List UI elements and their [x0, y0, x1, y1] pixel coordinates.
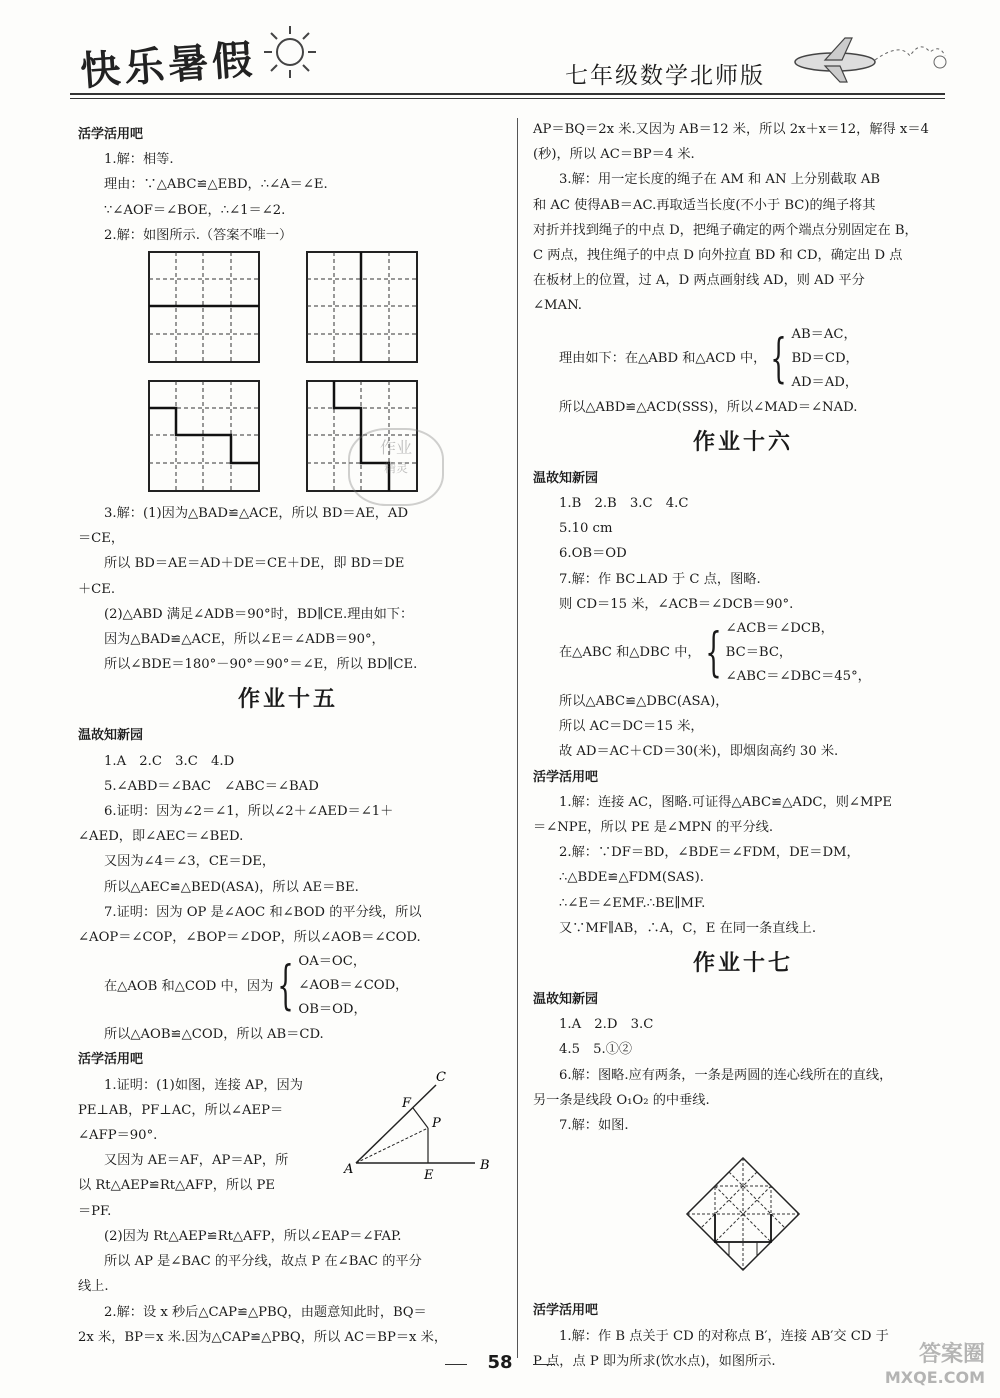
text-line: 和 AC 使得AB＝AC.再取适当长度(不小于 BC)的绳子将其 [533, 197, 876, 213]
text-line: 所以 AC＝DC＝15 米， [559, 719, 704, 735]
text-line: 2x 米，BP＝x 米.因为△CAP≌△PBQ，所以 AC＝BP＝x 米， [78, 1329, 448, 1345]
text-line: 所以△ABC≌△DBC(ASA)， [559, 694, 729, 710]
text-line: 线上. [78, 1279, 109, 1295]
text-line: 6.OB＝OD [559, 546, 627, 562]
brace-intro: 在△ABC 和△DBC 中， [559, 645, 701, 661]
text-line: 2.解：∵DF＝BD，∠BDE＝∠FDM，DE＝DM， [559, 845, 860, 861]
text-line: 所以△ABD≌△ACD(SSS)，所以∠MAD＝∠NAD. [559, 399, 858, 415]
brace-lines [791, 323, 858, 395]
text-line: AP＝BQ＝2x 米.又因为 AB＝12 米，所以 2x＋x＝12，解得 x＝4 [533, 122, 929, 137]
text-line: ∠MAN. [533, 298, 582, 314]
assignment-title: 作业十五 [237, 687, 338, 713]
brace-line: AB＝AC， [791, 326, 857, 342]
left-column [78, 122, 498, 1350]
section-label: 活学活用吧 [78, 127, 144, 142]
stamp-text: 精灵 [383, 461, 408, 476]
brace-system [533, 617, 953, 689]
text-line: ＝∠NPE，所以 PE 是∠MPN 的平分线. [533, 820, 774, 836]
figure-label: B [480, 1157, 490, 1173]
text-line: 所以△AOB≌△COD，所以 AB＝CD. [104, 1027, 324, 1043]
section-label: 活学活用吧 [533, 1303, 599, 1319]
right-column [533, 117, 953, 1374]
text-line: 理由：∵△ABC≌△EBD，∴∠A＝∠E. [104, 177, 328, 193]
text-line: 又因为 AE＝AF，AP＝AP，所 [104, 1153, 289, 1169]
folded-square-figure-wrap [533, 1138, 953, 1298]
text-line: 3.解：(1)因为△BAD≌△ACE，所以 BD＝AE，AD [104, 506, 409, 522]
text-line: ∴△BDE≌△FDM(SAS). [559, 870, 704, 886]
site-watermark-cn: 答案圈 [918, 1342, 985, 1367]
text-line: ∠AOP＝∠COP，∠BOP＝∠DOP，所以∠AOB＝∠COD. [78, 930, 421, 946]
text-line: ＋CE. [78, 581, 116, 597]
brand-title: 快乐暑假 [78, 36, 258, 96]
text-line: 5.∠ABD＝∠BAC ∠ABC＝∠BAD [104, 778, 319, 794]
figure-label: P [432, 1115, 441, 1131]
brace-line: OA＝OC， [298, 954, 367, 970]
text-line: 1.解：相等. [104, 152, 174, 168]
text-line: 1.解：作 B 点关于 CD 的对称点 B′，连接 AB′交 CD 于 [559, 1328, 889, 1344]
grid-figures [78, 248, 498, 501]
text-line: 所以∠BDE＝180°－90°＝90°＝∠E，所以 BD∥CE. [104, 657, 418, 673]
text-line: ∠AED，即∠AEC＝∠BED. [78, 829, 244, 845]
brace-line: OB＝OD， [298, 1002, 367, 1018]
brace-lines [726, 617, 871, 689]
assignment-title: 作业十七 [692, 951, 793, 977]
text-line: 3.解：用一定长度的绳子在 AM 和 AN 上分别截取 AB [559, 172, 881, 188]
brace-symbol: { [704, 623, 722, 684]
text-line: P 点，点 P 即为所求(饮水点)，如图所示. [533, 1353, 776, 1369]
text-line: 故 AD＝AC＋CD＝30(米)，即烟囱高约 30 米. [559, 744, 839, 760]
text-line: 6.解：图略.应有两条，一条是两圆的连心线所在的直线， [559, 1067, 893, 1083]
section-label: 温故知新园 [533, 992, 599, 1008]
brace-system [78, 950, 498, 1022]
header-subtitle: 七年级数学北师版 [565, 63, 765, 89]
grid-figure-1 [148, 251, 260, 363]
brace-line: AD＝AD， [791, 374, 859, 390]
text-line: 1.B 2.B 3.C 4.C [559, 496, 689, 512]
column-divider [517, 118, 518, 1358]
brace-line: BC＝BC， [725, 645, 793, 661]
figure-label: C [436, 1069, 446, 1085]
text-line: 1.证明：(1)如图，连接 AP，因为 [104, 1077, 303, 1093]
text-line: 2.解：设 x 秒后△CAP≌△PBQ，由题意知此时，BQ＝ [104, 1304, 427, 1320]
text-line: 5.10 cm [559, 521, 613, 537]
brace-symbol: { [277, 956, 295, 1017]
brace-line: ∠ACB＝∠DCB， [725, 621, 834, 637]
brace-lines [298, 950, 408, 1022]
brace-intro: 理由如下：在△ABD 和△ACD 中， [559, 351, 767, 367]
text-line: 1.A 2.C 3.C 4.D [104, 753, 235, 769]
text-line: ∵∠AOF＝∠BOE，∴∠1＝∠2. [104, 202, 286, 218]
section-label: 活学活用吧 [78, 1052, 144, 1068]
section-label: 温故知新园 [78, 728, 144, 744]
text-line: 2.解：如图所示.（答案不唯一） [104, 227, 293, 243]
text-line: 1.A 2.D 3.C [559, 1017, 654, 1033]
text-line: 在板材上的位置，过 A，D 两点画射线 AD，则 AD 平分 [533, 273, 865, 289]
text-line: 4.5 5.①② [559, 1042, 633, 1058]
section-label: 活学活用吧 [533, 769, 599, 785]
airplane-icon [790, 30, 950, 90]
text-line: 另一条是线段 O₁O₂ 的中垂线. [533, 1092, 710, 1108]
text-line: PE⊥AB，PF⊥AC，所以∠AEP＝ [78, 1102, 284, 1118]
text-line: ∠AFP＝90°. [78, 1128, 158, 1144]
text-line: 又∵MF∥AB，∴A，C，E 在同一条直线上. [559, 920, 817, 936]
brace-line: ∠ABC＝∠DBC＝45°， [725, 669, 871, 685]
text-line: 因为△BAD≌△ACE，所以∠E＝∠ADB＝90°， [104, 632, 385, 648]
header-rule [70, 93, 945, 99]
text-line: 对折并找到绳子的中点 D，把绳子确定的两个端点分别固定在 B， [533, 222, 918, 238]
assignment-title: 作业十六 [692, 429, 793, 455]
brace-system [533, 323, 953, 395]
stamp-text: 作业 [379, 438, 412, 458]
brace-line: BD＝CD， [791, 350, 859, 366]
brace-symbol: { [770, 328, 788, 389]
section-label: 温故知新园 [533, 470, 599, 486]
text-line: 6.证明：因为∠2＝∠1，所以∠2＋∠AED＝∠1＋ [104, 804, 394, 820]
proof-with-figure [78, 1069, 498, 1224]
text-line: ∴∠E＝∠EMF.∴BE∥MF. [559, 895, 706, 911]
text-line: 则 CD＝15 米，∠ACB＝∠DCB＝90°. [559, 596, 794, 612]
text-line: 1.解：连接 AC，图略.可证得△ABC≌△ADC，则∠MPE [559, 794, 892, 810]
text-line: ＝CE， [78, 531, 125, 547]
watermark-stamp [348, 428, 444, 506]
grid-figure-2 [306, 251, 418, 363]
text-line: (2)因为 Rt△AEP≌Rt△AFP，所以∠EAP＝∠FAP. [104, 1228, 402, 1244]
brace-intro: 在△AOB 和△COD 中，因为 [104, 978, 274, 994]
folded-square-figure [683, 1154, 803, 1274]
text-line: 所以 AP 是∠BAC 的平分线，故点 P 在∠BAC 的平分 [104, 1254, 422, 1270]
text-line: 又因为∠4＝∠3，CE＝DE， [104, 854, 276, 870]
text-line: 所以 BD＝AE＝AD＋DE＝CE＋DE，即 BD＝DE [104, 556, 405, 572]
grid-figure-3 [148, 380, 260, 492]
text-line: 7.解：如图. [559, 1118, 629, 1134]
figure-label: A [344, 1161, 354, 1177]
sun-icon [260, 22, 320, 82]
site-watermark [815, 1342, 985, 1388]
site-watermark-url: MXQE.COM [884, 1368, 985, 1387]
angle-bisector-figure [340, 1063, 500, 1183]
text-line: C 两点，拽住绳子的中点 D 向外拉直 BD 和 CD，确定出 D 点 [533, 248, 903, 264]
page-number-rule-right [533, 1364, 555, 1365]
text-line: 以 Rt△AEP≌Rt△AFP，所以 PE [78, 1178, 275, 1194]
text-line: (2)△ABD 满足∠ADB＝90°时，BD∥CE.理由如下： [104, 606, 414, 622]
page-number: 58 [487, 1352, 513, 1373]
text-line: 所以△AEC≌△BED(ASA)，所以 AE＝BE. [104, 879, 359, 895]
text-line: 7.证明：因为 OP 是∠AOC 和∠BOD 的平分线，所以 [104, 904, 422, 920]
brace-line: ∠AOB＝∠COD， [298, 978, 409, 994]
figure-label: F [402, 1095, 412, 1111]
figure-label: E [424, 1167, 434, 1183]
text-line: (秒)，所以 AC＝BP＝4 米. [533, 147, 695, 163]
text-line: ＝PF. [78, 1203, 112, 1219]
text-line: 7.解：作 BC⊥AD 于 C 点，图略. [559, 571, 761, 587]
